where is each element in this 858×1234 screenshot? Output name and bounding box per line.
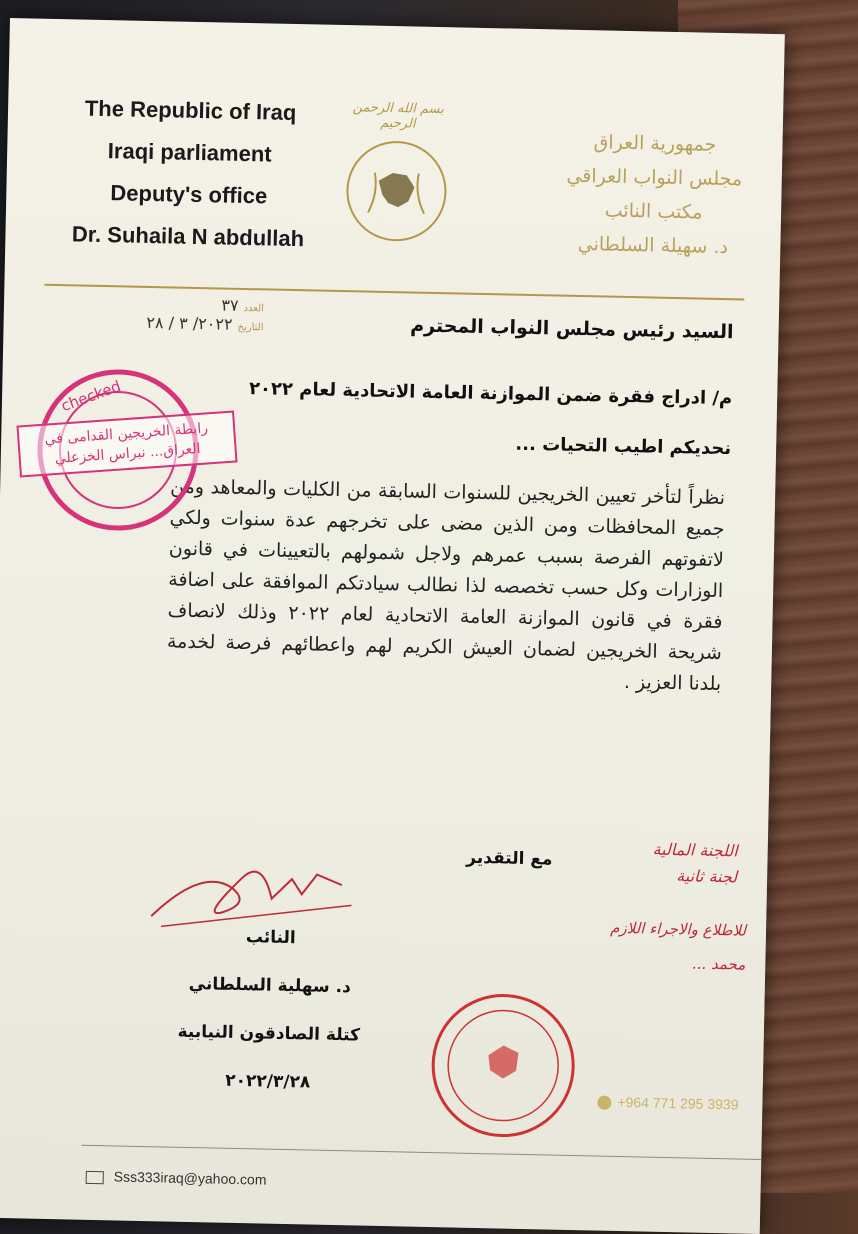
margin-note-4: محمد ... — [691, 954, 746, 974]
iraq-map-emblem-icon — [345, 140, 447, 242]
letterhead-line-2: Iraqi parliament — [107, 138, 272, 167]
addressee: السيد رئيس مجلس النواب المحترم — [409, 314, 734, 344]
reference-block — [63, 292, 264, 334]
signer-title: النائب — [245, 927, 296, 949]
subject-line: م/ ادراج فقرة ضمن الموازنة العامة الاتحادية لعام ٢٠٢٢ — [248, 378, 733, 410]
whatsapp-icon — [597, 1096, 611, 1110]
letter-body: نظراً لتأخر تعيين الخريجين للسنوات السابقة من الكليات والمعاهد ومن جميع المحافظات ومن الذين مضى على تخرجهم عدة سنوات ولكي لاتفوتهم الفرصة بسبب عمرهم ولاجل شمولهم بالتعيينات في قانون الوزارات وكل حسب تخصصه لذا نطالب سيادتكم الموافقة على اضافة فقرة في قانون الموازنة العامة الاتحادية لعام ٢٠٢٢ وذلك لانصاف شريحة الخريجين لضمان العيش الكريم لهم واعطائهم فرصة لخدمة بلدنا العزيز . — [166, 475, 726, 696]
english-letterhead — [60, 87, 318, 260]
letterhead-line-4: Dr. Suhaila N abdullah — [71, 221, 305, 252]
signer-bloc: كتلة الصادقون النيابية — [177, 1021, 361, 1046]
arabic-letterhead — [550, 124, 758, 264]
margin-note-block — [537, 834, 738, 890]
letterhead-line-3: Deputy's office — [110, 180, 268, 209]
phone-number: +964 771 295 3939 — [617, 1093, 739, 1113]
stamp-ring-label: checked — [58, 376, 124, 416]
number-value: ٣٧ — [221, 295, 239, 315]
email-address: Sss333iraq@yahoo.com — [113, 1168, 267, 1188]
ar-letterhead-line-3: مكتب النائب — [604, 199, 703, 224]
phone-contact — [597, 1094, 738, 1113]
margin-note-1: اللجنة المالية — [652, 839, 738, 861]
ar-letterhead-line-2: مجلس النواب العراقي — [566, 164, 743, 191]
footer-divider — [81, 1145, 761, 1160]
signature-date: ٢٠٢٢/٣/٢٨ — [225, 1070, 311, 1093]
greeting: نحديكم اطيب التحيات ... — [515, 433, 732, 460]
margin-note-2: لجنة ثانية — [676, 866, 738, 887]
envelope-icon — [86, 1171, 104, 1184]
email-contact — [86, 1168, 267, 1188]
alumni-stamp-label: رابطة الخريجين القدامى في العراق... نبراس الخزعلي — [16, 410, 237, 477]
ar-letterhead-line-4: د. سهيلة السلطاني — [577, 232, 729, 259]
letterhead-line-1: The Republic of Iraq — [84, 95, 297, 126]
parliament-logo — [340, 100, 453, 262]
date-label: التاريخ — [237, 321, 264, 334]
official-seal-icon — [427, 989, 580, 1142]
margin-note-block-2 — [515, 909, 746, 982]
ar-letterhead-line-1: جمهورية العراق — [593, 131, 717, 156]
date-value: ٢٠٢٢/ ٣ / ٢٨ — [146, 312, 233, 334]
handwritten-signature-icon — [141, 846, 363, 941]
signature-block — [137, 911, 401, 1108]
letter-page — [0, 18, 785, 1234]
signer-name: د. سهلية السلطاني — [188, 973, 352, 998]
number-label: العدد — [243, 302, 265, 315]
closing: مع التقدير — [466, 847, 553, 870]
basmala-text: بسم الله الرحمن الرحيم — [352, 100, 444, 132]
margin-note-3: للاطلاع والاجراء اللازم — [610, 918, 747, 940]
